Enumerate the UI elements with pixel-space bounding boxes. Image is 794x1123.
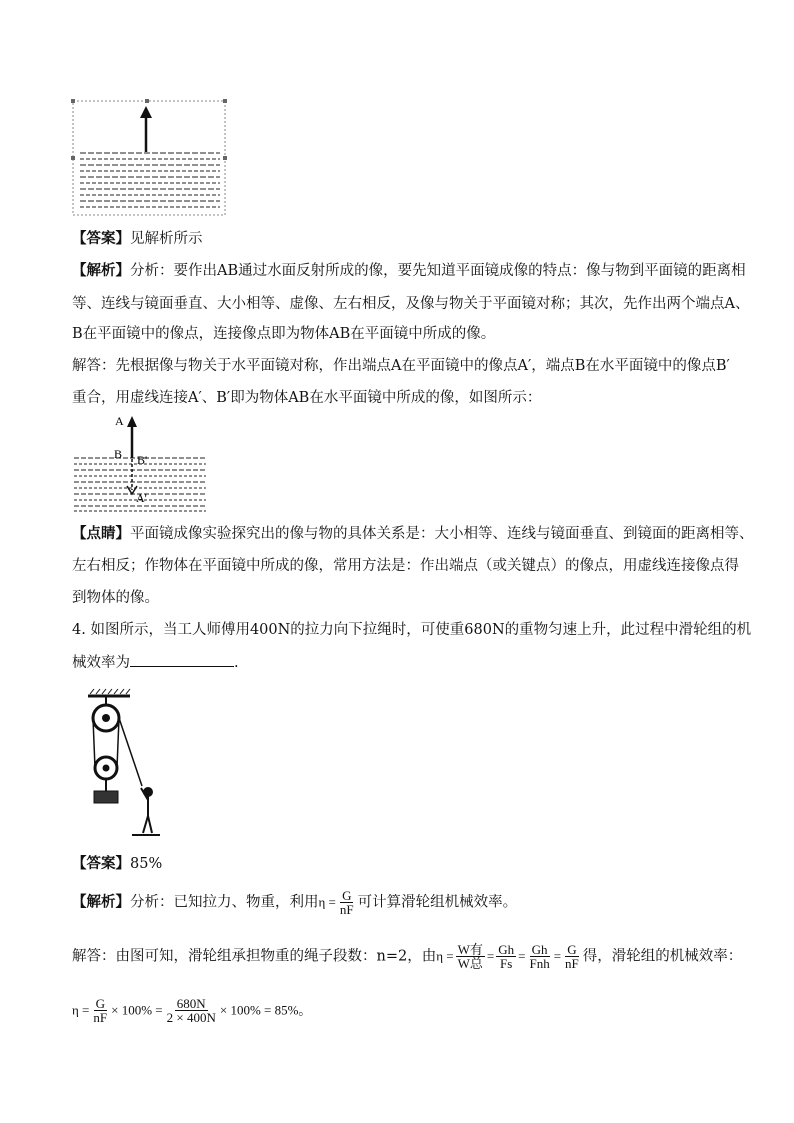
question-4-line-2 — [72, 652, 239, 673]
movable-pulley-axle — [103, 765, 110, 772]
tip-1-line-3: 到物体的像。 — [72, 590, 159, 606]
fraction-numerator: G — [567, 942, 577, 957]
fraction-numerator: G — [95, 996, 105, 1011]
figure-pulley-system — [84, 688, 174, 840]
fraction-denominator: nF — [339, 902, 354, 917]
eta-symbol: η = — [318, 894, 336, 910]
result: × 100% = 85%。 — [219, 1002, 312, 1018]
label-b: B — [114, 447, 123, 461]
analysis-text: 分析：要作出AB通过水面反射所成的像，要先知道平面镜成像的特点：像与物到平面镜的距离相 — [130, 263, 746, 279]
label-a-prime: A' — [136, 491, 147, 505]
fraction-gh-fnh — [527, 943, 551, 970]
fraction-denominator: 2 × 400N — [166, 1010, 216, 1025]
fraction-denominator: Fs — [500, 956, 513, 971]
fraction-gh-fs — [496, 943, 516, 970]
analysis-text-end: 可计算滑轮组机械效率。 — [357, 894, 518, 911]
efficiency-formula — [72, 997, 311, 1024]
ceiling-hatching — [90, 689, 130, 694]
fixed-pulley-axle — [102, 714, 110, 722]
solution-1-line-1: 解答：先根据像与物关于水平面镜对称，作出端点A在平面镜中的像点A′，端点B在水平面镜中的像点B′ — [72, 358, 730, 374]
times-100: × 100% = — [111, 1002, 163, 1018]
fraction-numerator: 680N — [176, 996, 206, 1011]
answer-blank — [130, 652, 234, 667]
fraction-denominator: Fnh — [529, 956, 550, 971]
fraction-work — [456, 943, 485, 970]
water-hatching — [80, 153, 220, 207]
handle — [223, 156, 227, 160]
question-4-line-1: 4. 如图所示，当工人师傅用400N的拉力向下拉绳时，可使重680N的重物匀速上升，此过程中滑轮组的机 — [72, 622, 752, 638]
fraction-denominator: W总 — [457, 956, 483, 971]
handle — [71, 99, 75, 103]
pull-rope — [119, 718, 142, 786]
weight-block — [94, 791, 118, 803]
fraction-g-over-nf — [338, 889, 356, 916]
figure-mirror-image — [70, 410, 210, 515]
handle — [145, 99, 149, 103]
analysis-1-line-2: 等、连线与镜面垂直、大小相等、虚像、左右相反，及像与物关于平面镜对称；其次，先作出两个端点A、 — [72, 296, 750, 312]
solution-4: 解答：由图可知，滑轮组承担物重的绳子段数：n=2，由η = $\frac{\text{W有}}{\text{W总}}$ = $\frac{Gh}{Fs}$ = $\frac{Gh}{\text{Fnh}}$ = $\frac{G}{nF}$ 得，滑轮组的机械效率： — [72, 942, 743, 971]
answer-4 — [72, 854, 162, 874]
answer-tag: 【答案】 — [72, 855, 130, 872]
fraction-680-over-800 — [165, 997, 218, 1024]
tip-1-line-1 — [72, 524, 754, 544]
figure-frame — [73, 101, 225, 215]
fraction-g-nf — [563, 943, 581, 970]
solution-1-line-2: 重合，用虚线连接A′、B′即为物体AB在水平面镜中所成的像，如图所示： — [72, 390, 542, 406]
label-a: A — [115, 414, 124, 428]
question-4-period: . — [234, 655, 239, 671]
fraction-numerator: G — [342, 888, 352, 903]
fraction-g-nf — [91, 997, 109, 1024]
eta-symbol: η = — [436, 948, 454, 964]
answer-text: 85% — [130, 856, 163, 872]
analysis-1-line-1 — [72, 261, 746, 281]
worker — [141, 788, 152, 833]
object-arrow-head — [127, 416, 137, 427]
question-4-text: 械效率为 — [72, 655, 130, 671]
tip-text: 平面镜成像实验探究出的像与物的具体关系是：大小相等、连线与镜面垂直、到镜面的距离相等、 — [130, 526, 754, 542]
answer-text: 见解析所示 — [130, 231, 203, 247]
tip-1-line-2: 左右相反；作物体在平面镜中所成的像，常用方法是：作出端点（或关键点）的像点，用虚线连接像点得 — [72, 558, 739, 574]
analysis-text: 分析：已知拉力、物重，利用 — [130, 894, 319, 911]
answer-1 — [72, 229, 203, 249]
answer-tag: 【答案】 — [72, 230, 130, 247]
analysis-4 — [72, 889, 517, 916]
tip-tag: 【点睛】 — [72, 525, 130, 542]
solution-text: 解答：由图可知，滑轮组承担物重的绳子段数：n=2，由 — [72, 948, 437, 965]
handle — [223, 99, 227, 103]
solution-text-end: 得，滑轮组的机械效率： — [582, 948, 743, 965]
handle — [71, 156, 75, 160]
object-arrow-head — [140, 106, 152, 118]
figure-arrow-above-water — [70, 98, 230, 220]
fraction-denominator: nF — [93, 1010, 108, 1025]
fraction-numerator: W有 — [457, 942, 483, 957]
eta-symbol: η = — [72, 1002, 90, 1018]
fraction-numerator: Gh — [531, 942, 548, 957]
analysis-tag: 【解析】 — [72, 893, 130, 911]
fraction-denominator: nF — [565, 956, 579, 971]
label-b-prime: B' — [137, 453, 148, 467]
analysis-1-line-3: B在平面镜中的像点，连接像点即为物体AB在平面镜中所成的像。 — [72, 326, 496, 342]
analysis-tag: 【解析】 — [72, 262, 130, 279]
fraction-numerator: Gh — [498, 942, 515, 957]
